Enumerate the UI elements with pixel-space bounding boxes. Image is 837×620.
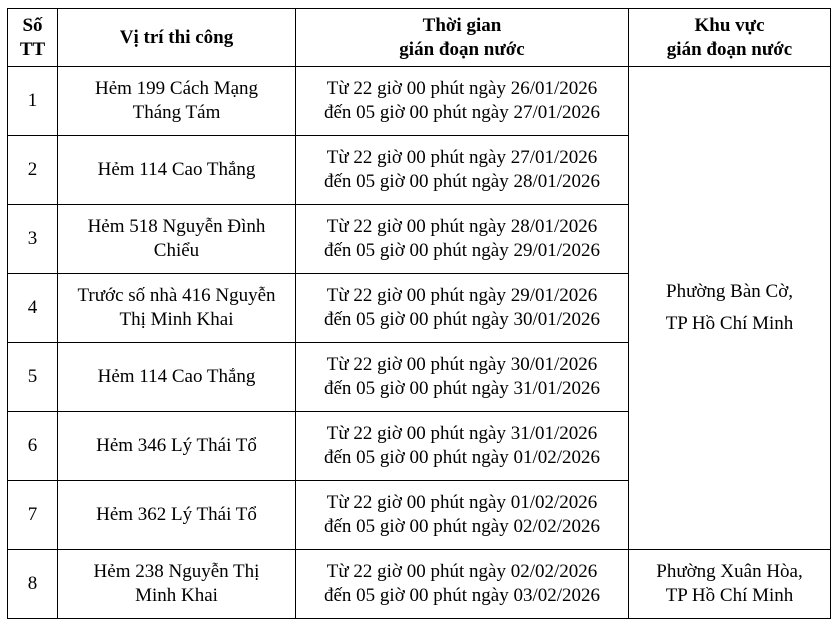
row-number: 8 <box>8 550 58 619</box>
row-number: 7 <box>8 481 58 550</box>
location-cell: Hẻm 362 Lý Thái Tổ <box>58 481 296 550</box>
document-page <box>7 8 831 619</box>
header-location: Vị trí thi công <box>58 9 296 67</box>
row-number: 5 <box>8 343 58 412</box>
area-cell-ban-co: Phường Bàn Cờ, TP Hồ Chí Minh <box>629 67 831 550</box>
header-time: Thời gian gián đoạn nước <box>296 9 629 67</box>
table-header-row <box>8 9 831 67</box>
location-cell: Hẻm 346 Lý Thái Tổ <box>58 412 296 481</box>
time-cell: Từ 22 giờ 00 phút ngày 27/01/2026 đến 05 giờ 00 phút ngày 28/01/2026 <box>296 136 629 205</box>
time-cell: Từ 22 giờ 00 phút ngày 02/02/2026 đến 05 giờ 00 phút ngày 03/02/2026 <box>296 550 629 619</box>
location-cell: Hẻm 114 Cao Thắng <box>58 343 296 412</box>
row-number: 3 <box>8 205 58 274</box>
location-cell: Hẻm 199 Cách Mạng Tháng Tám <box>58 67 296 136</box>
table-row <box>8 67 831 136</box>
time-cell: Từ 22 giờ 00 phút ngày 01/02/2026 đến 05 giờ 00 phút ngày 02/02/2026 <box>296 481 629 550</box>
row-number: 6 <box>8 412 58 481</box>
location-cell: Hẻm 238 Nguyễn Thị Minh Khai <box>58 550 296 619</box>
time-cell: Từ 22 giờ 00 phút ngày 26/01/2026 đến 05 giờ 00 phút ngày 27/01/2026 <box>296 67 629 136</box>
table-row <box>8 550 831 619</box>
area-cell-xuan-hoa: Phường Xuân Hòa, TP Hồ Chí Minh <box>629 550 831 619</box>
location-cell: Hẻm 518 Nguyễn Đình Chiểu <box>58 205 296 274</box>
time-cell: Từ 22 giờ 00 phút ngày 29/01/2026 đến 05 giờ 00 phút ngày 30/01/2026 <box>296 274 629 343</box>
row-number: 2 <box>8 136 58 205</box>
header-no: Số TT <box>8 9 58 67</box>
time-cell: Từ 22 giờ 00 phút ngày 31/01/2026 đến 05 giờ 00 phút ngày 01/02/2026 <box>296 412 629 481</box>
row-number: 1 <box>8 67 58 136</box>
header-area: Khu vực gián đoạn nước <box>629 9 831 67</box>
location-cell: Hẻm 114 Cao Thắng <box>58 136 296 205</box>
time-cell: Từ 22 giờ 00 phút ngày 30/01/2026 đến 05 giờ 00 phút ngày 31/01/2026 <box>296 343 629 412</box>
location-cell: Trước số nhà 416 Nguyễn Thị Minh Khai <box>58 274 296 343</box>
time-cell: Từ 22 giờ 00 phút ngày 28/01/2026 đến 05 giờ 00 phút ngày 29/01/2026 <box>296 205 629 274</box>
row-number: 4 <box>8 274 58 343</box>
water-interruption-table <box>7 8 831 619</box>
